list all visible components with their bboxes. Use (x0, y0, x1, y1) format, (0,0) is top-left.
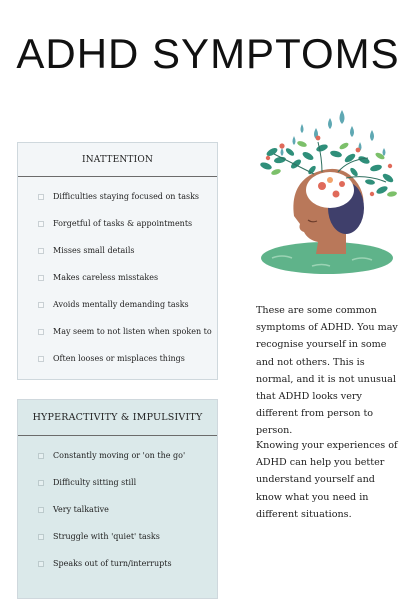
item-label: May seem to not listen when spoken to (53, 327, 212, 336)
checkbox[interactable] (38, 534, 44, 540)
page-title: ADHD SYMPTOMS (16, 30, 400, 77)
item-label: Struggle with 'quiet' tasks (53, 532, 160, 541)
inattention-heading: INATTENTION (18, 143, 217, 177)
list-item (38, 327, 212, 336)
item-label: Avoids mentally demanding tasks (53, 300, 189, 309)
checkbox[interactable] (38, 507, 44, 513)
checkbox[interactable] (38, 480, 44, 486)
checkbox[interactable] (38, 329, 44, 335)
hyperactivity-card (17, 399, 218, 599)
checkbox[interactable] (38, 302, 44, 308)
checkbox[interactable] (38, 453, 44, 459)
experience-paragraph: Knowing your experiences of ADHD can help you better understand yourself and know what you need in different situations. (256, 440, 398, 520)
item-label: Makes careless misstakes (53, 273, 159, 282)
checkbox[interactable] (38, 561, 44, 567)
list-item (38, 478, 136, 487)
item-label: Often looses or misplaces things (53, 354, 185, 363)
item-label: Speaks out of turn/interrupts (53, 559, 172, 568)
list-item (38, 219, 192, 228)
hyperactivity-heading: HYPERACTIVITY & IMPULSIVITY (18, 400, 217, 436)
item-label: Constantly moving or 'on the go' (53, 451, 186, 460)
item-label: Difficulty sitting still (53, 478, 137, 487)
list-item (38, 559, 172, 568)
list-item (38, 273, 158, 282)
list-item (38, 505, 109, 514)
list-item (38, 192, 199, 201)
item-label: Forgetful of tasks & appointments (53, 219, 193, 228)
list-item (38, 451, 185, 460)
item-label: Difficulties staying focused on tasks (53, 192, 200, 201)
checkbox[interactable] (38, 221, 44, 227)
checkbox[interactable] (38, 194, 44, 200)
intro-paragraph: These are some common symptoms of ADHD. You may recognise yourself in some and not others. This is normal, and it is not unusual that ADHD looks very different from person to person. (256, 305, 398, 437)
list-item (38, 246, 135, 255)
water-drops (281, 110, 386, 156)
list-item (38, 300, 189, 309)
list-item (38, 354, 185, 363)
checkbox[interactable] (38, 356, 44, 362)
item-label: Very talkative (53, 505, 109, 514)
checkbox[interactable] (38, 248, 44, 254)
inattention-card (17, 142, 218, 380)
item-label: Misses small details (53, 246, 135, 255)
list-item (38, 532, 160, 541)
head-with-plants-illustration (252, 108, 402, 278)
checkbox[interactable] (38, 275, 44, 281)
